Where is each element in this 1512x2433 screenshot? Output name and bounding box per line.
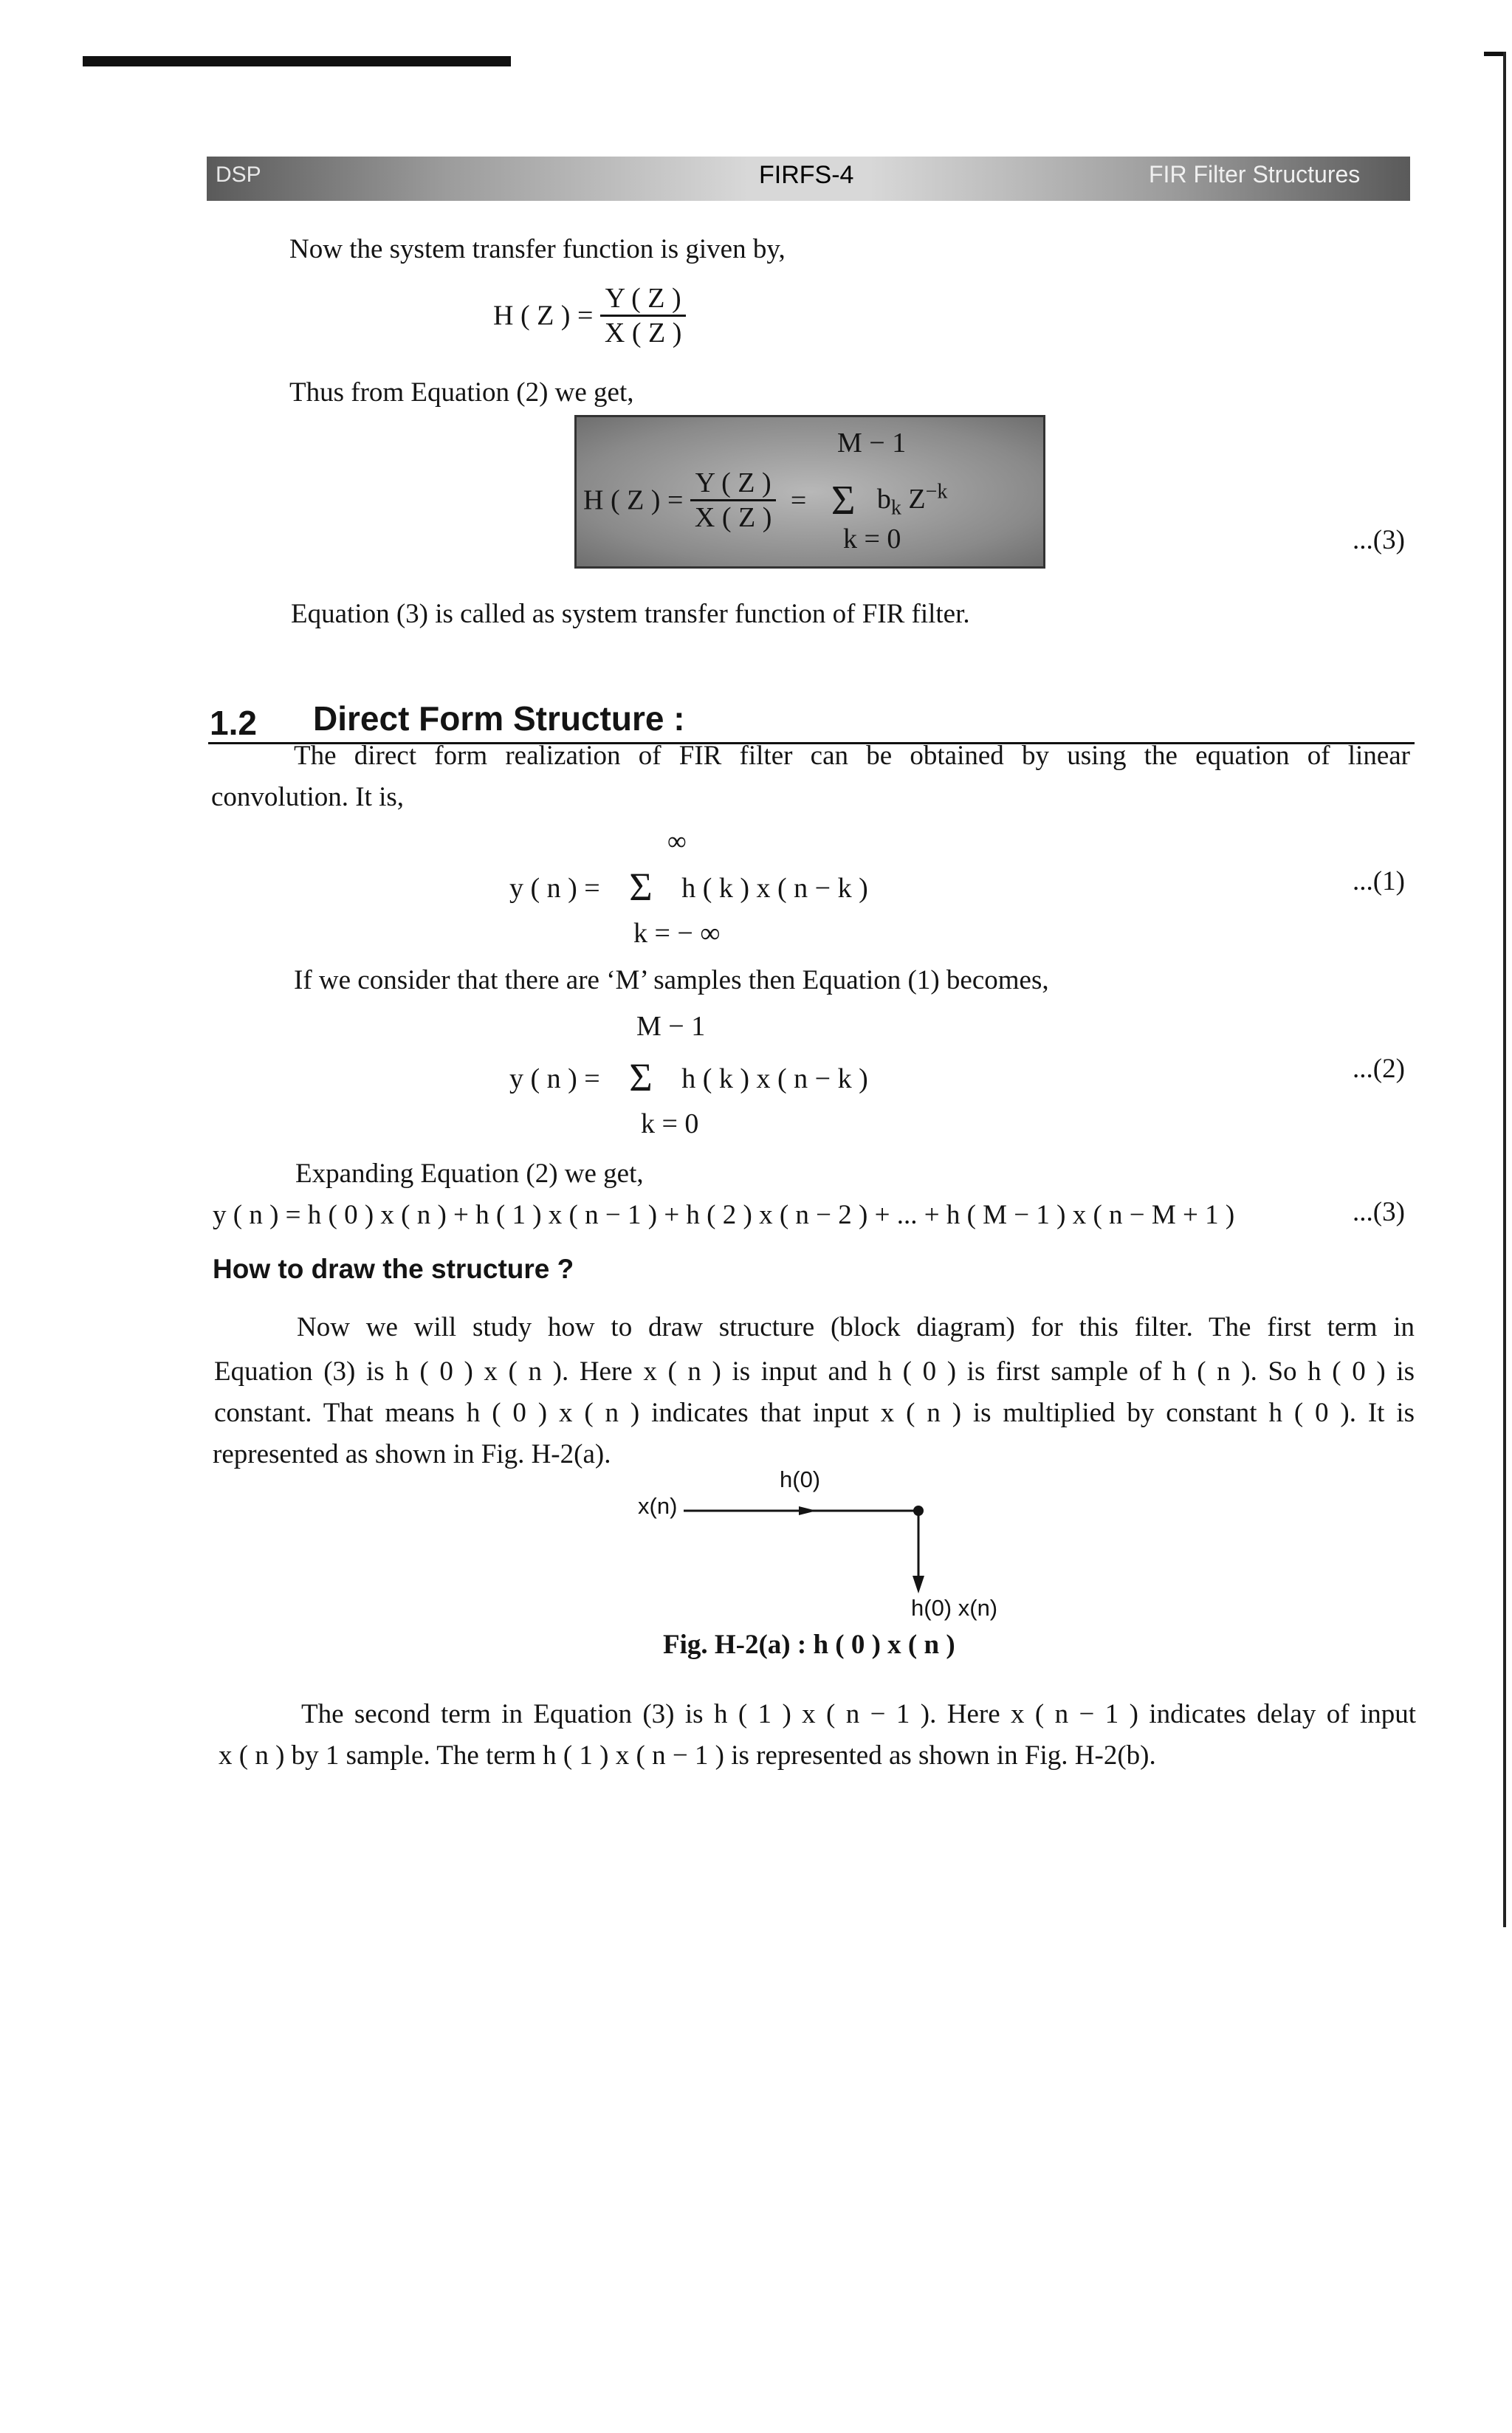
figure-gain-label: h(0)	[780, 1466, 821, 1492]
boxed-sigma: Σ	[831, 477, 856, 524]
top-scan-bar	[83, 56, 511, 66]
equation-hz-numerator: Y ( Z )	[600, 282, 686, 317]
boxed-term-z: Z	[908, 484, 926, 515]
eq1-upper-limit: ∞	[667, 826, 687, 856]
boxed-term	[876, 480, 948, 520]
paragraph-structure-line4: represented as shown in Fig. H-2(a).	[213, 1439, 611, 1469]
paragraph-second-term-line2: x ( n ) by 1 sample. The term h ( 1 ) x ( n − 1 ) is represented as shown in Fig. H-2(b).	[219, 1740, 1156, 1771]
eq2-lower-limit: k = 0	[641, 1108, 699, 1139]
figure-caption: Fig. H-2(a) : h ( 0 ) x ( n )	[663, 1630, 955, 1660]
equation-1	[509, 864, 868, 910]
equation-hz-lhs: H ( Z ) =	[493, 300, 594, 332]
paragraph-structure-line1: Now we will study how to draw structure (block diagram) for this filter. The first term in	[297, 1312, 1415, 1342]
paragraph-transfer-intro: Now the system transfer function is given by,	[289, 234, 786, 264]
eq1-lhs: y ( n ) =	[509, 873, 600, 904]
paragraph-fir-transfer: Equation (3) is called as system transfer function of FIR filter.	[291, 599, 970, 629]
paragraph-thus: Thus from Equation (2) we get,	[289, 377, 634, 408]
gain-arrow-icon	[799, 1506, 817, 1515]
eq3-expanded: y ( n ) = h ( 0 ) x ( n ) + h ( 1 ) x ( n − 1 ) + h ( 2 ) x ( n − 2 ) + ... + h ( M − 1 ) x ( n − M + 1 )	[213, 1200, 1235, 1230]
boxed-equation-number: ...(3)	[1353, 525, 1405, 555]
paragraph-m-samples: If we consider that there are ‘M’ samples then Equation (1) becomes,	[294, 965, 1049, 995]
boxed-sum-upper-limit: M − 1	[837, 428, 907, 459]
eq1-sigma: Σ	[629, 865, 653, 909]
eq1-rhs: h ( k ) x ( n − k )	[681, 873, 868, 904]
boxed-equation-denominator: X ( Z )	[694, 502, 772, 533]
paragraph-direct-form-line1: The direct form realization of FIR filter can be obtained by using the equation of linear	[294, 741, 1410, 771]
header-chapter-title: FIR Filter Structures	[1149, 161, 1361, 188]
eq2-lhs: y ( n ) =	[509, 1063, 600, 1094]
boxed-equation-equals: =	[790, 484, 807, 516]
section-title: Direct Form Structure :	[313, 699, 685, 738]
eq2-upper-limit: M − 1	[636, 1011, 706, 1042]
boxed-equation-lhs: H ( Z ) =	[583, 484, 684, 516]
eq1-number: ...(1)	[1353, 866, 1405, 896]
boxed-term-b: b	[876, 484, 891, 515]
equation-2	[509, 1054, 868, 1100]
boxed-sum-lower-limit: k = 0	[843, 524, 901, 555]
figure-input-label: x(n)	[638, 1493, 678, 1519]
boxed-term-exponent: −k	[925, 480, 948, 504]
figure-output-label: h(0) x(n)	[911, 1595, 998, 1621]
boxed-term-subscript: k	[890, 496, 901, 520]
eq3-number: ...(3)	[1353, 1197, 1405, 1227]
output-arrow-icon	[913, 1576, 924, 1593]
paragraph-structure-line2: Equation (3) is h ( 0 ) x ( n ). Here x ( n ) is input and h ( 0 ) is first sample of h ( n ). So h ( 0 ) is	[214, 1356, 1415, 1387]
paragraph-direct-form-line2: convolution. It is,	[211, 782, 405, 812]
section-number: 1.2	[210, 704, 257, 742]
equation-hz-denominator: X ( Z )	[604, 318, 682, 349]
boxed-equation-numerator: Y ( Z )	[690, 467, 776, 501]
eq1-lower-limit: k = − ∞	[633, 918, 721, 949]
eq2-rhs: h ( k ) x ( n − k )	[681, 1063, 868, 1094]
eq2-sigma: Σ	[629, 1055, 653, 1099]
figure-h2a	[605, 1455, 1063, 1632]
subheading-draw-structure: How to draw the structure ?	[213, 1254, 574, 1284]
eq2-number: ...(2)	[1353, 1054, 1405, 1084]
header-left-text: DSP	[216, 162, 261, 187]
header-page-id: FIRFS-4	[759, 161, 854, 189]
paragraph-structure-line3: constant. That means h ( 0 ) x ( n ) indicates that input x ( n ) is multiplied by constant h ( 0 ). It is	[214, 1398, 1415, 1428]
right-page-edge	[1503, 52, 1506, 1927]
equation-hz	[493, 282, 686, 349]
equation-hz-fraction	[600, 282, 686, 349]
paragraph-expanding: Expanding Equation (2) we get,	[295, 1159, 644, 1189]
boxed-equation-fraction	[690, 467, 776, 534]
paragraph-second-term-line1: The second term in Equation (3) is h ( 1 ) x ( n − 1 ). Here x ( n − 1 ) indicates delay of input	[301, 1699, 1416, 1729]
